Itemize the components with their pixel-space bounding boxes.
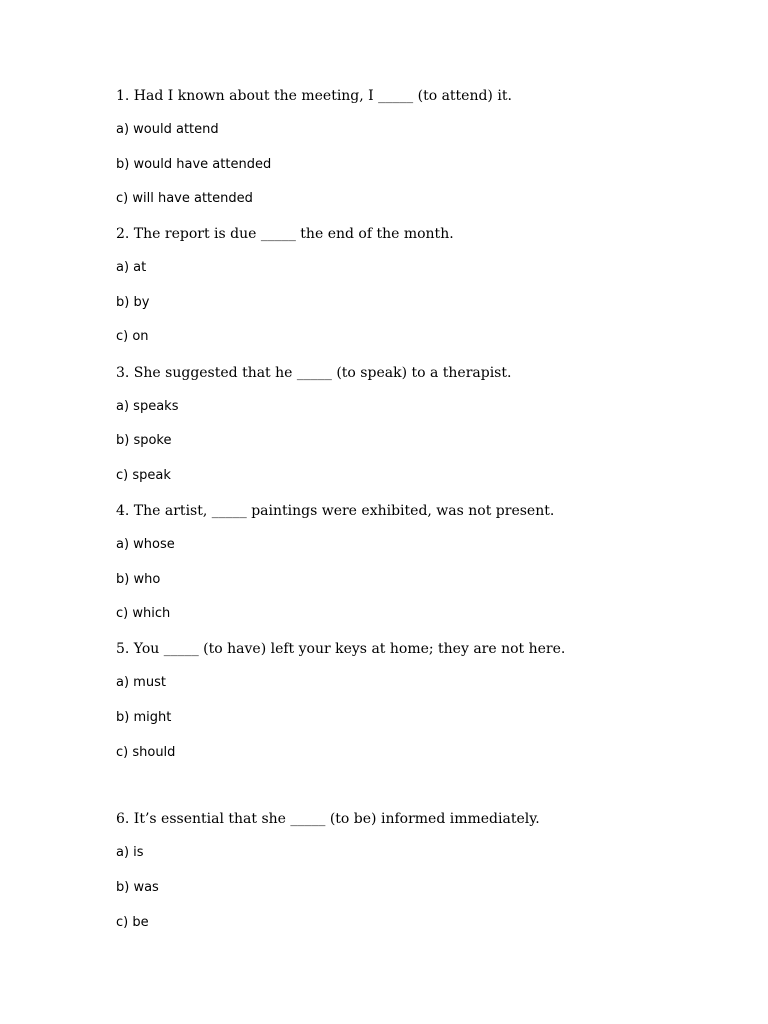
- question-3-option-a: a) speaks: [116, 399, 179, 414]
- question-2-option-c: c) on: [116, 329, 149, 344]
- question-6-option-c: c) be: [116, 915, 149, 930]
- question-1: 1. Had I known about the meeting, I _____ (to attend) it.: [116, 88, 512, 104]
- question-5-option-c: c) should: [116, 745, 176, 760]
- question-3-option-b: b) spoke: [116, 433, 172, 448]
- question-6-option-b: b) was: [116, 880, 159, 895]
- question-1-option-c: c) will have attended: [116, 191, 253, 206]
- question-3: 3. She suggested that he _____ (to speak) to a therapist.: [116, 365, 512, 381]
- question-6: 6. It’s essential that she _____ (to be) informed immediately.: [116, 811, 540, 827]
- question-5-option-b: b) might: [116, 710, 172, 725]
- question-4: 4. The artist, _____ paintings were exhibited, was not present.: [116, 503, 555, 519]
- question-4-option-b: b) who: [116, 572, 161, 587]
- question-1-option-b: b) would have attended: [116, 157, 272, 172]
- question-2: 2. The report is due _____ the end of the month.: [116, 226, 454, 242]
- question-5-option-a: a) must: [116, 675, 166, 690]
- question-2-option-b: b) by: [116, 295, 150, 310]
- question-1-option-a: a) would attend: [116, 122, 219, 137]
- question-4-option-c: c) which: [116, 606, 171, 621]
- question-6-option-a: a) is: [116, 845, 144, 860]
- question-3-option-c: c) speak: [116, 468, 171, 483]
- question-5: 5. You _____ (to have) left your keys at home; they are not here.: [116, 641, 566, 657]
- question-2-option-a: a) at: [116, 260, 147, 275]
- question-4-option-a: a) whose: [116, 537, 175, 552]
